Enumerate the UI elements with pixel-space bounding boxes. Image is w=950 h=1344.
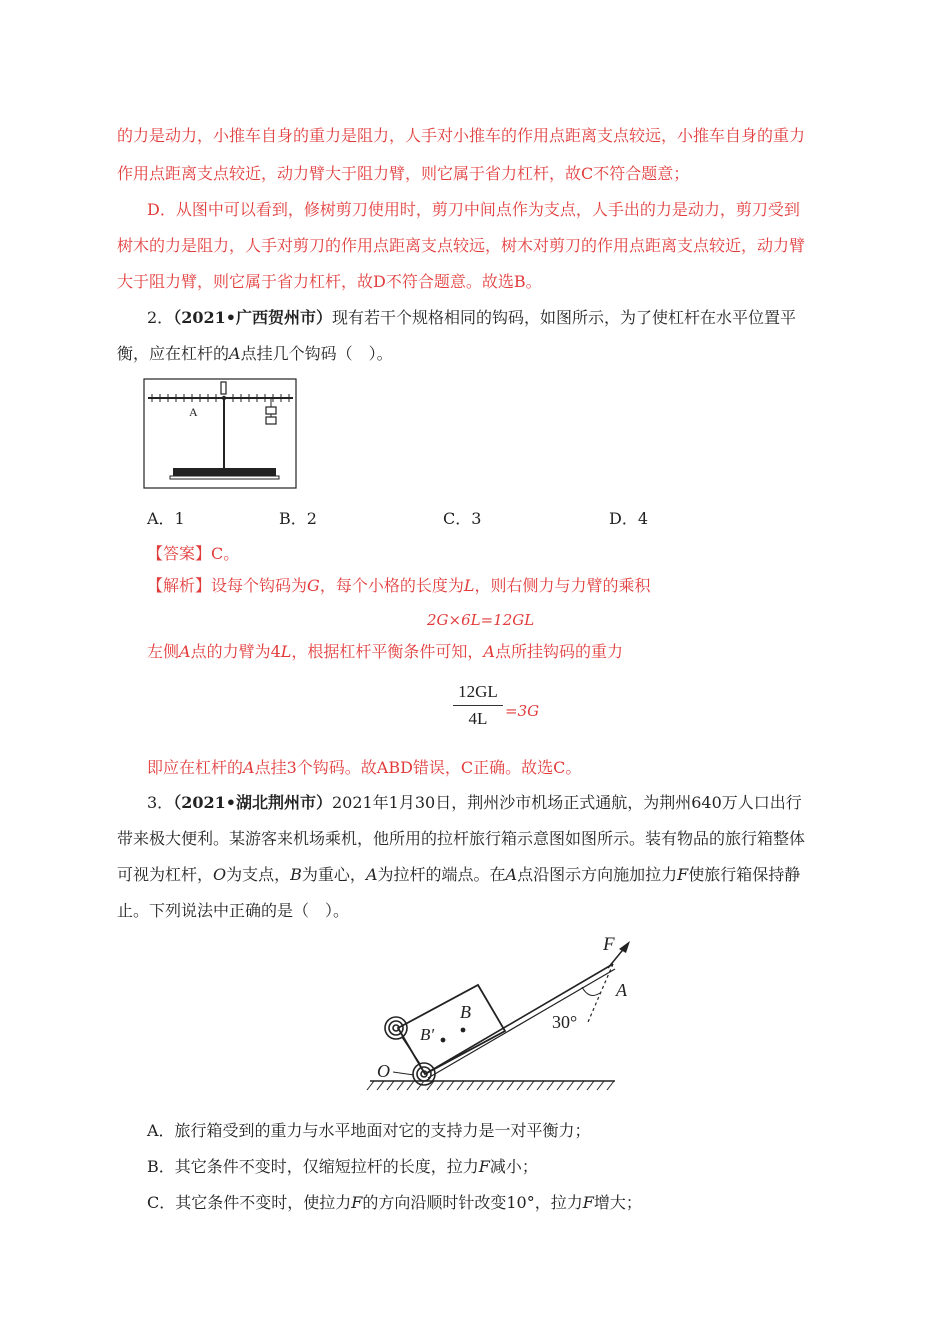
q2-option-a[interactable]: A．1 bbox=[147, 509, 185, 528]
q3-text: 为重心， bbox=[301, 865, 366, 884]
var-l: L bbox=[463, 576, 475, 595]
prev-answer-line-3: D．从图中可以看到，修树剪刀使用时，剪刀中间点作为支点，人手出的力是动力，剪刀受到 bbox=[147, 200, 800, 219]
wheel-top bbox=[385, 1017, 407, 1039]
option-text: C．其它条件不变时，使拉力 bbox=[147, 1193, 352, 1212]
q3-text: 为拉杆的端点。在 bbox=[377, 865, 506, 884]
option-text: 减小； bbox=[489, 1157, 538, 1176]
q2-source: （2021•广西贺州市） bbox=[173, 308, 332, 327]
q3-text: 点沿图示方向施加拉力 bbox=[517, 865, 678, 884]
q2-answer bbox=[147, 543, 239, 565]
var-f: F bbox=[351, 1193, 363, 1212]
q2-number: 2． bbox=[147, 308, 174, 327]
var-a: A bbox=[243, 758, 255, 777]
analysis-text: 即应在杠杆的 bbox=[147, 758, 244, 777]
q2-analysis-line-3 bbox=[147, 757, 581, 779]
point-bprime-dot bbox=[441, 1038, 446, 1043]
q3-option-a[interactable]: A．旅行箱受到的重力与水平地面对它的支持力是一对平衡力； bbox=[147, 1121, 591, 1140]
q2-analysis-line-2 bbox=[147, 641, 623, 663]
q2-stem-line-1 bbox=[147, 307, 796, 329]
var-a: A bbox=[483, 642, 495, 661]
analysis-text: ，每个小格的长度为 bbox=[319, 576, 464, 595]
q2-text-2a: 衡，应在杠杆的 bbox=[117, 344, 230, 363]
equation-1: 2G×6L=12GL bbox=[427, 611, 535, 629]
q3-stem-line-1 bbox=[147, 792, 802, 814]
label-a: A bbox=[616, 980, 627, 1000]
lever-figure bbox=[143, 378, 298, 490]
q3-option-c[interactable] bbox=[147, 1192, 642, 1214]
label-b: B bbox=[460, 1002, 471, 1022]
point-b-dot bbox=[461, 1028, 466, 1033]
q2-text-2b: 点挂几个钩码（ ）。 bbox=[240, 344, 393, 363]
lever-post-top bbox=[221, 382, 226, 394]
q3-text: 使旅行箱保持静 bbox=[688, 865, 801, 884]
var-f: F bbox=[677, 865, 689, 884]
lever-point-a-label: A bbox=[189, 405, 198, 419]
ground-hatch bbox=[367, 1081, 614, 1090]
var-f: F bbox=[478, 1157, 490, 1176]
var-b: B bbox=[290, 865, 302, 884]
var-l: L bbox=[280, 642, 292, 661]
q2-option-c[interactable]: C．3 bbox=[443, 509, 482, 528]
q2-option-b[interactable]: B．2 bbox=[279, 509, 317, 528]
answer-tag: 【答案】 bbox=[147, 544, 212, 563]
q2-stem-line-2 bbox=[117, 343, 393, 365]
q3-stem-line-3 bbox=[117, 864, 800, 886]
label-bprime: B′ bbox=[420, 1025, 435, 1044]
hook-weight-1 bbox=[266, 407, 276, 414]
analysis-text: 左侧 bbox=[147, 642, 180, 661]
lever-pivot bbox=[222, 396, 226, 400]
equation-2-rhs: =3G bbox=[505, 702, 540, 720]
q2-analysis-line-1 bbox=[147, 575, 650, 597]
label-angle: 30° bbox=[552, 1012, 578, 1032]
q3-source: （2021•湖北荆州市） bbox=[173, 793, 332, 812]
prev-answer-line-5: 大于阻力臂，则它属于省力杠杆，故D不符合题意。故选B。 bbox=[117, 272, 542, 291]
var-a: A bbox=[505, 865, 518, 884]
q3-stem-line-4: 止。下列说法中正确的是（ ）。 bbox=[117, 901, 350, 920]
var-a: A bbox=[179, 642, 191, 661]
var-g: G bbox=[307, 576, 320, 595]
hook-weight-2 bbox=[266, 417, 276, 424]
fraction-denominator bbox=[453, 709, 503, 729]
angle-arc bbox=[582, 987, 600, 995]
analysis-text: 点的力臂为4 bbox=[190, 642, 281, 661]
q3-option-b[interactable] bbox=[147, 1156, 538, 1178]
option-text: 增大； bbox=[593, 1193, 642, 1212]
var-f: F bbox=[582, 1193, 594, 1212]
q3-number: 3． bbox=[147, 793, 174, 812]
numerator-text: 12GL bbox=[458, 682, 498, 701]
prev-answer-line-1: 的力是动力，小推车自身的重力是阻力，人手对小推车的作用点距离支点较远，小推车自身的重力 bbox=[117, 126, 806, 145]
var-o: O bbox=[213, 865, 227, 884]
answer-value: C。 bbox=[211, 544, 240, 563]
prev-answer-line-2: 作用点距离支点较近，动力臂大于阻力臂，则它属于省力杠杆，故C不符合题意； bbox=[117, 164, 690, 183]
analysis-tag: 【解析】 bbox=[147, 576, 212, 595]
option-text: 的方向沿顺时针改变10°，拉力 bbox=[362, 1193, 583, 1212]
q3-stem-line-2: 带来极大便利。某游客来机场乘机，他所用的拉杆旅行箱示意图如图所示。装有物品的旅行箱整体 bbox=[117, 829, 806, 848]
analysis-text: 设每个钩码为 bbox=[211, 576, 308, 595]
force-arrowhead bbox=[619, 941, 630, 953]
q3-text: 可视为杠杆， bbox=[117, 865, 214, 884]
analysis-text: ，根据杠杆平衡条件可知， bbox=[291, 642, 484, 661]
prev-answer-line-4: 树木的力是阻力，人手对剪刀的作用点距离支点较远，树木对剪刀的作用点距离支点较近，动力臂 bbox=[117, 236, 806, 255]
var-a: A bbox=[365, 865, 378, 884]
label-o-pointer bbox=[393, 1072, 414, 1075]
fraction-numerator bbox=[453, 682, 503, 702]
analysis-text: ，则右侧力与力臂的乘积 bbox=[474, 576, 651, 595]
lever-base bbox=[173, 468, 276, 476]
denominator-text: 4L bbox=[468, 709, 488, 728]
fraction-bar bbox=[453, 705, 503, 706]
analysis-text: 点挂3个钩码。故ABD错误，C正确。故选C。 bbox=[254, 758, 582, 777]
label-f: F bbox=[603, 934, 615, 955]
lever-base-plate bbox=[170, 476, 279, 479]
q2-option-d[interactable]: D．4 bbox=[609, 509, 649, 528]
analysis-text: 点所挂钩码的重力 bbox=[494, 642, 623, 661]
q2-text-1: 现有若干个规格相同的钩码，如图所示，为了使杠杆在水平位置平 bbox=[331, 308, 796, 327]
option-text: B．其它条件不变时，仅缩短拉杆的长度，拉力 bbox=[147, 1157, 479, 1176]
equation-2-fraction bbox=[453, 682, 503, 729]
q3-text: 为支点， bbox=[226, 865, 291, 884]
luggage-figure bbox=[370, 930, 627, 1098]
label-o: O bbox=[377, 1061, 390, 1081]
q2-var-a: A bbox=[229, 344, 241, 363]
q3-text-1: 2021年1月30日，荆州沙市机场正式通航，为荆州640万人口出行 bbox=[331, 793, 802, 812]
suitcase-body bbox=[398, 985, 505, 1074]
